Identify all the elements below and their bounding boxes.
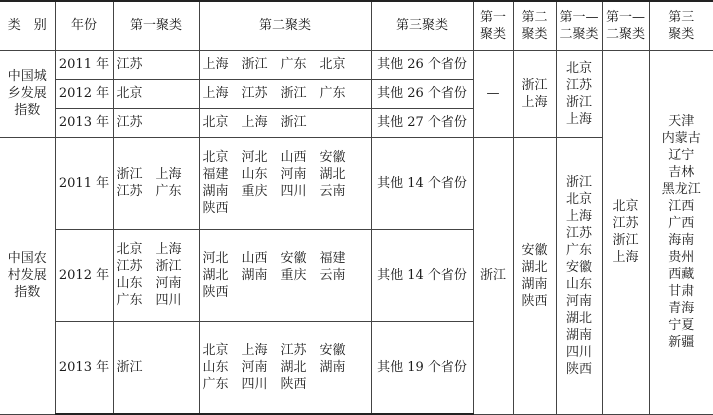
table-row [0, 50, 713, 79]
year-cell: 2011 年 [55, 50, 113, 79]
rural-first-second-cell: 浙江 北京 上海 江苏 广东 安徽 山东 河南 湖北 湖南 四川 陕西 [556, 137, 602, 414]
urban-first-second-cell: 北京 江苏 浙江 上海 [556, 50, 602, 137]
cluster-1-cell: 北京 上海 江苏 浙江 山东 河南 广东 四川 [113, 229, 199, 321]
year-cell: 2013 年 [55, 321, 113, 414]
header-summary-cluster-1-2-a: 第一— 二聚类 [556, 1, 602, 50]
rural-second-cell: 安徽 湖北 湖南 陕西 [513, 137, 556, 414]
header-category: 类 别 [0, 1, 55, 50]
urban-second-cell: 浙江 上海 [513, 50, 556, 137]
year-cell: 2013 年 [55, 108, 113, 137]
header-year: 年份 [55, 1, 113, 50]
header-row [0, 1, 713, 50]
cluster-3-cell: 其他 14 个省份 [371, 229, 473, 321]
year-cell: 2011 年 [55, 137, 113, 229]
cluster-2-cell: 上海 浙江 广东 北京 [199, 50, 371, 79]
cluster-1-cell: 江苏 [113, 50, 199, 79]
header-summary-cluster-1-2-b: 第一— 二聚类 [602, 1, 649, 50]
cluster-2-cell: 北京 河北 山西 安徽 福建 山东 河南 湖北 湖南 重庆 四川 云南 陕西 [199, 137, 371, 229]
header-cluster-1: 第一聚类 [113, 1, 199, 50]
group-label-rural: 中国农 村发展 指数 [0, 137, 55, 414]
header-summary-cluster-1: 第一 聚类 [473, 1, 513, 50]
urban-first-cell: — [473, 50, 513, 137]
cluster-3-cell: 其他 19 个省份 [371, 321, 473, 414]
cluster-1-cell: 浙江 [113, 321, 199, 414]
cluster-1-cell: 江苏 [113, 108, 199, 137]
cluster-3-cell: 其他 14 个省份 [371, 137, 473, 229]
combined-third-cell: 天津 内蒙古 辽宁 吉林 黑龙江 江西 广西 海南 贵州 西藏 甘肃 青海 宁夏 新疆 [649, 50, 713, 414]
year-cell: 2012 年 [55, 79, 113, 108]
group-label-urban: 中国城 乡发展 指数 [0, 50, 55, 137]
cluster-1-cell: 北京 [113, 79, 199, 108]
header-summary-cluster-2: 第二 聚类 [513, 1, 556, 50]
rural-first-cell: 浙江 [473, 137, 513, 414]
header-summary-cluster-3: 第三 聚类 [649, 1, 713, 50]
cluster-3-cell: 其他 27 个省份 [371, 108, 473, 137]
cluster-2-cell: 北京 上海 江苏 安徽 山东 河南 湖北 湖南 广东 四川 陕西 [199, 321, 371, 414]
cluster-1-cell: 浙江 上海 江苏 广东 [113, 137, 199, 229]
cluster-2-cell: 河北 山西 安徽 福建 湖北 湖南 重庆 云南 陕西 [199, 229, 371, 321]
header-cluster-2: 第二聚类 [199, 1, 371, 50]
cluster-2-cell: 北京 上海 浙江 [199, 108, 371, 137]
year-cell: 2012 年 [55, 229, 113, 321]
combined-first-second-cell: 北京 江苏 浙江 上海 [602, 50, 649, 414]
cluster-2-cell: 上海 江苏 浙江 广东 [199, 79, 371, 108]
cluster-3-cell: 其他 26 个省份 [371, 79, 473, 108]
cluster-3-cell: 其他 26 个省份 [371, 50, 473, 79]
header-cluster-3: 第三聚类 [371, 1, 473, 50]
